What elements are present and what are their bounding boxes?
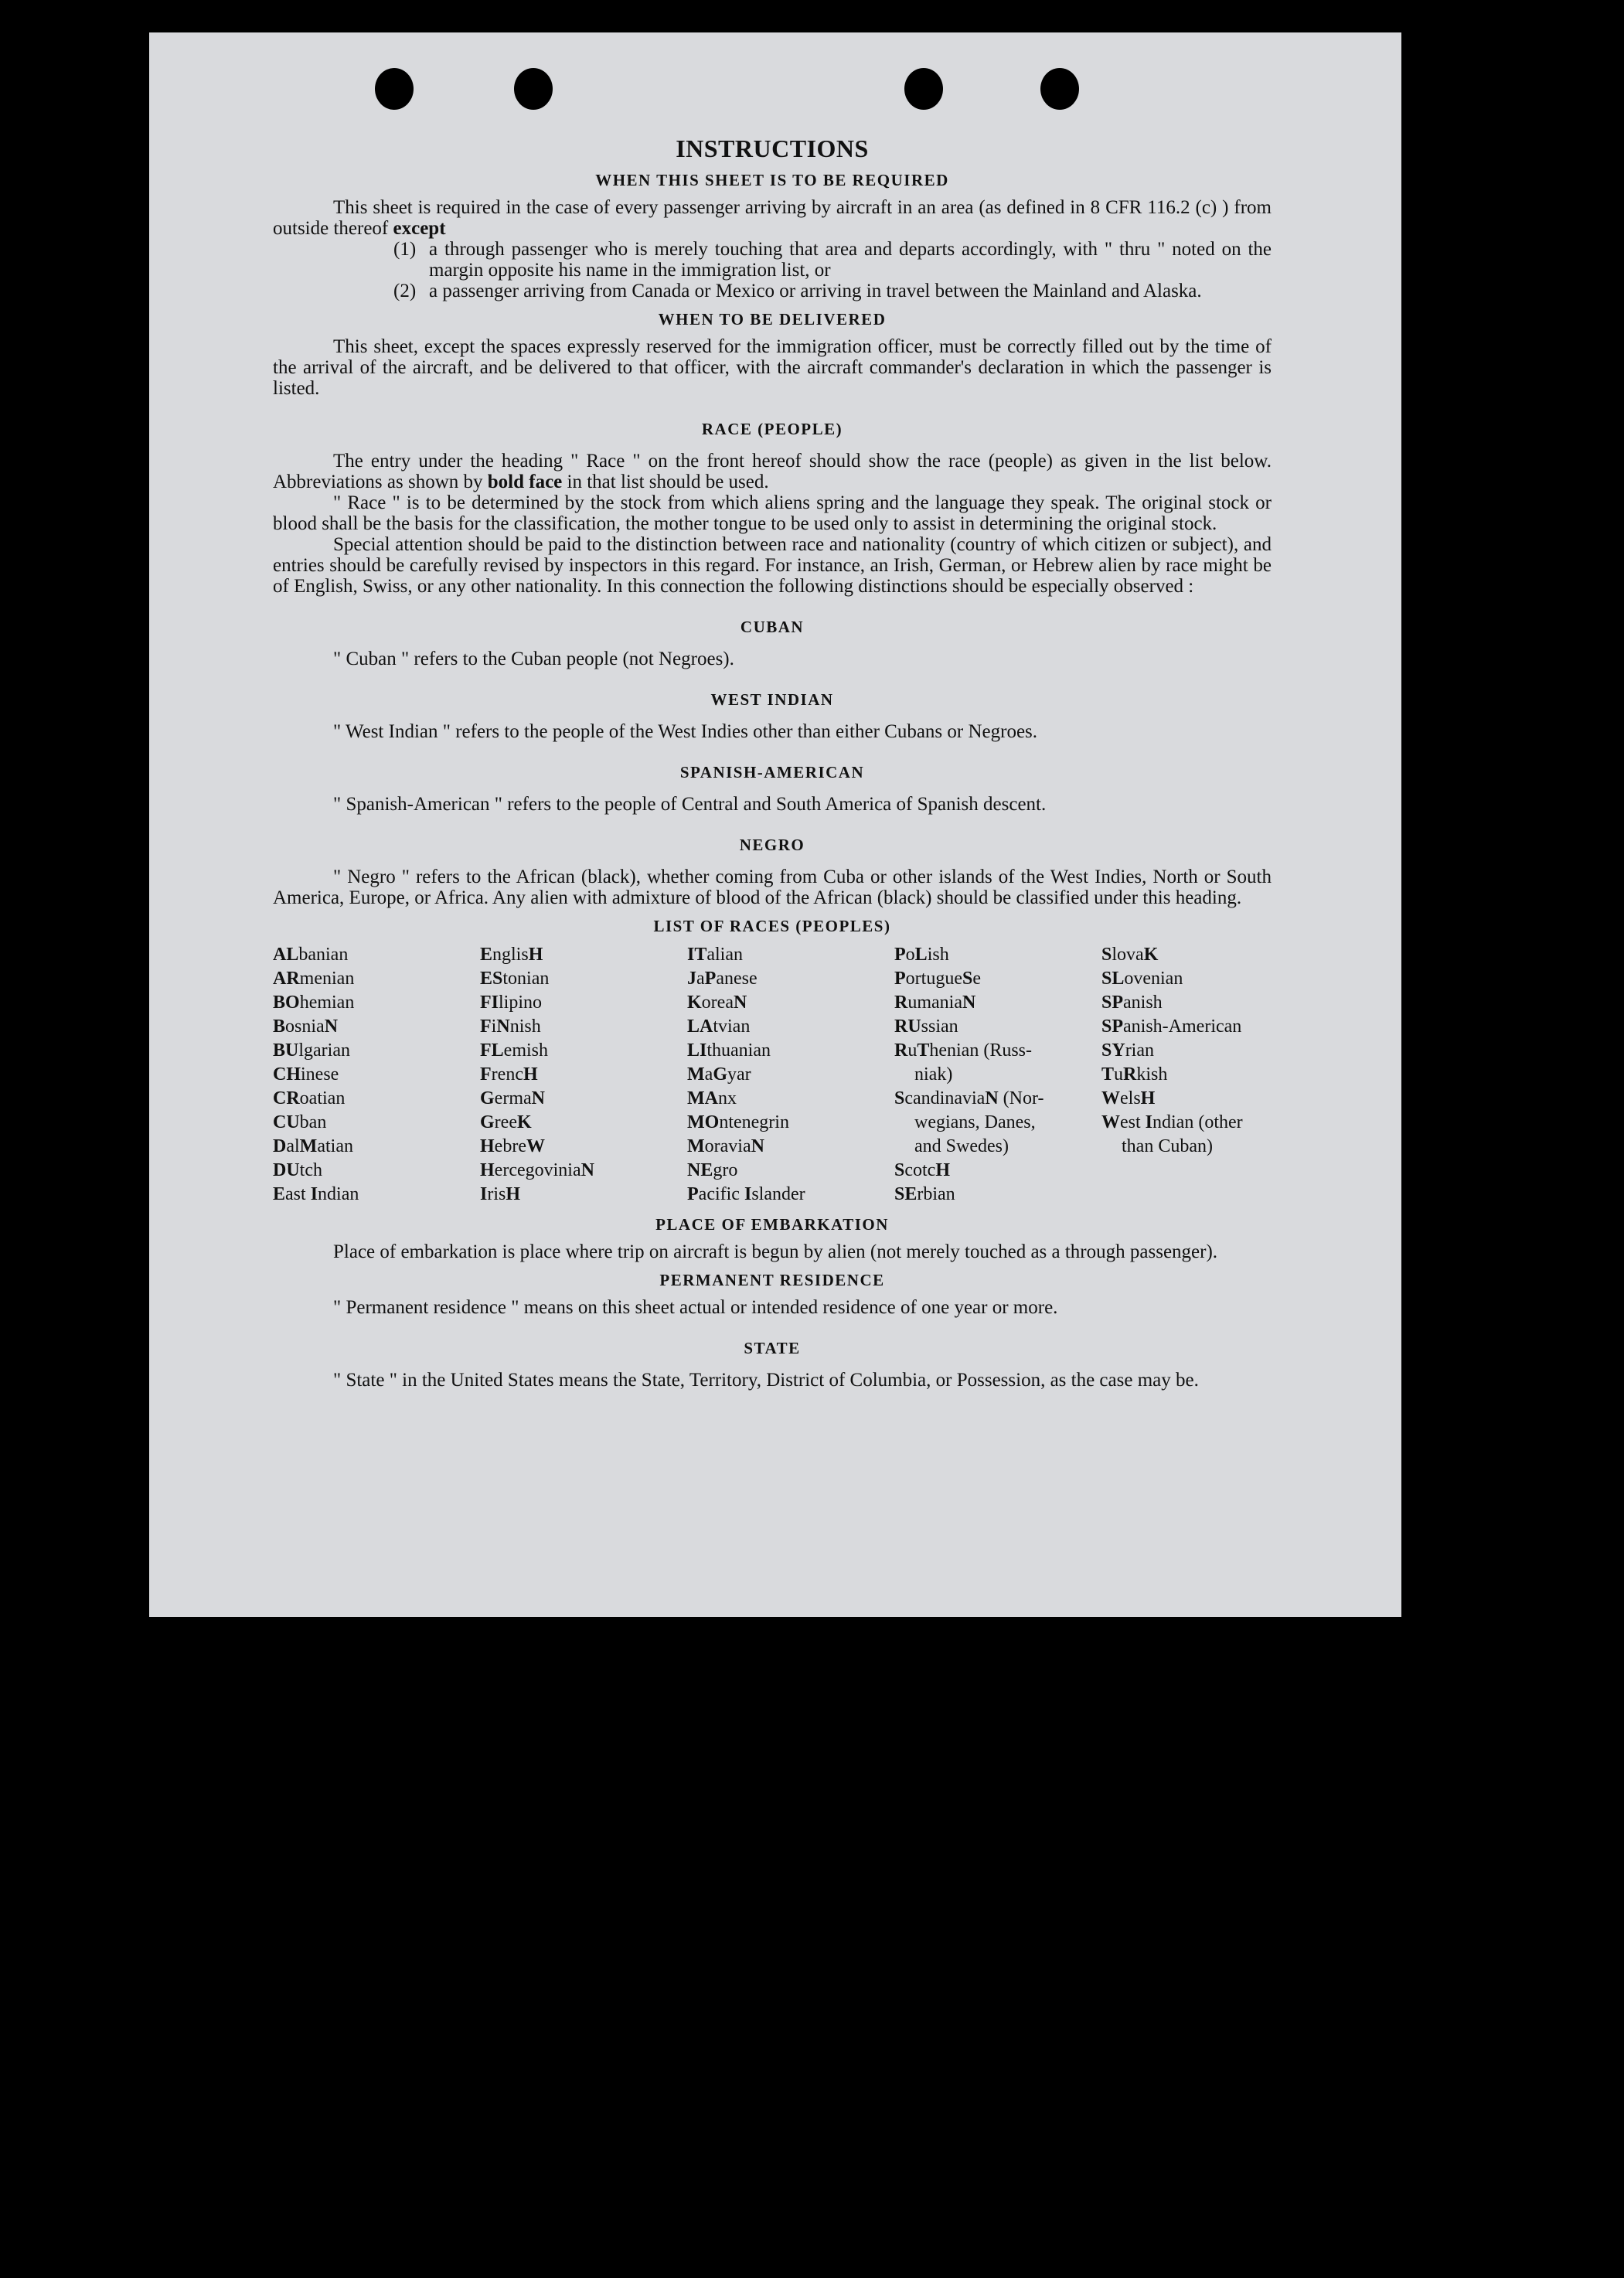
race-text: thuanian	[706, 1040, 771, 1061]
negro-text: " Negro " refers to the African (black), whether coming from Cuba or other islands of the West Indies, North or South America, Europe, or Africa. Any alien with admixture of blood of the African (black) should be classified under this heading.	[273, 867, 1272, 908]
race-text: rbian	[917, 1184, 955, 1204]
race-entry	[894, 1135, 1101, 1159]
race-entry	[1101, 1111, 1279, 1135]
race-abbrev: M	[299, 1136, 318, 1156]
race-text: ris	[487, 1184, 506, 1204]
race-text: hemian	[299, 993, 355, 1013]
race-entry	[894, 943, 1101, 967]
race-abbrev: I	[744, 1184, 752, 1204]
race-entry	[894, 1111, 1101, 1135]
race-entry	[894, 1015, 1101, 1039]
race-abbrev: CH	[273, 1064, 301, 1085]
race-text: anish-American	[1123, 1016, 1242, 1037]
race-p1-end: in that list should be used.	[562, 472, 769, 492]
race-entry	[687, 1111, 894, 1135]
race-text: menian	[299, 969, 355, 989]
section-heading-negro: NEGRO	[739, 836, 805, 854]
section-heading-race: RACE (PEOPLE)	[701, 420, 843, 438]
instructions-content	[273, 135, 1272, 1391]
race-entry	[273, 1087, 480, 1111]
race-text: oatian	[299, 1088, 346, 1108]
race-text: (Nor-	[998, 1088, 1044, 1108]
race-abbrev: D	[273, 1136, 287, 1156]
race-entry	[480, 1063, 687, 1087]
race-text: orea	[701, 993, 734, 1013]
race-entry	[687, 1063, 894, 1087]
race-entry	[480, 1135, 687, 1159]
race-text: ast	[285, 1184, 311, 1204]
race-abbrev: I	[310, 1184, 318, 1204]
punch-hole	[904, 68, 943, 110]
race-abbrev: AR	[273, 969, 300, 989]
race-text: ndian	[318, 1184, 359, 1204]
race-abbrev: N	[751, 1136, 764, 1156]
race-abbrev: M	[687, 1136, 705, 1156]
cuban-text: " Cuban " refers to the Cuban people (not Negroes).	[333, 649, 734, 669]
race-abbrev: G	[480, 1112, 495, 1132]
race-text: nish	[509, 1016, 541, 1037]
race-entry	[273, 1159, 480, 1183]
item-text: a through passenger who is merely touching that area and departs accordingly, with " thru " noted on the margin opposite his name in the immigration list, or	[429, 239, 1272, 281]
race-abbrev: N	[580, 1160, 594, 1180]
race-abbrev: R	[894, 1040, 908, 1061]
page-title: INSTRUCTIONS	[676, 135, 869, 162]
races-column	[687, 943, 894, 1207]
document-page	[149, 32, 1401, 1617]
race-abbrev: W	[1101, 1112, 1120, 1132]
race-text: al	[286, 1136, 300, 1156]
race-abbrev: P	[704, 969, 717, 989]
except-keyword: except	[393, 218, 446, 239]
race-text: ree	[494, 1112, 517, 1132]
race-text: lova	[1112, 945, 1144, 965]
race-entry	[480, 1015, 687, 1039]
race-text: emish	[503, 1040, 548, 1061]
race-text: ban	[299, 1112, 327, 1132]
race-entry	[687, 1015, 894, 1039]
race-abbrev: H	[480, 1160, 495, 1180]
race-text: banian	[298, 945, 349, 965]
race-entry	[687, 1159, 894, 1183]
item-number: (1)	[393, 239, 417, 260]
race-entry	[480, 1087, 687, 1111]
race-entry	[1101, 967, 1279, 991]
race-abbrev: N	[531, 1088, 545, 1108]
race-p1-text: The entry under the heading " Race " on the front hereof should show the race (people) as given in the list below. Abbreviations as shown by	[273, 451, 1272, 492]
race-text: kish	[1136, 1064, 1168, 1085]
race-abbrev: LI	[687, 1040, 707, 1061]
race-text: wegians, Danes,	[914, 1112, 1036, 1132]
race-text: slander	[751, 1184, 805, 1204]
races-column	[894, 943, 1101, 1207]
race-abbrev: P	[894, 969, 906, 989]
race-abbrev: H	[935, 1160, 951, 1180]
race-abbrev: SP	[1101, 1016, 1124, 1037]
race-text: yar	[727, 1064, 751, 1085]
race-text: and Swedes)	[914, 1136, 1009, 1156]
race-entry	[480, 1159, 687, 1183]
race-text: umania	[907, 993, 962, 1013]
race-abbrev: F	[480, 1016, 492, 1037]
race-text: tch	[299, 1160, 322, 1180]
race-entry	[1101, 991, 1279, 1015]
race-text: inese	[301, 1064, 339, 1085]
race-text: u	[1114, 1064, 1124, 1085]
item-number: (2)	[393, 281, 417, 301]
race-entry	[894, 1039, 1101, 1063]
race-text: atian	[317, 1136, 353, 1156]
races-column	[1101, 943, 1279, 1207]
race-entry	[1101, 1015, 1279, 1039]
race-text: renc	[491, 1064, 523, 1085]
race-entry	[480, 1039, 687, 1063]
permanent-residence-text: " Permanent residence " means on this sheet actual or intended residence of one year or more.	[333, 1297, 1058, 1318]
section-heading-permanent-residence: PERMANENT RESIDENCE	[659, 1271, 885, 1289]
race-abbrev: BO	[273, 993, 300, 1013]
section-heading-spanish-american: SPANISH-AMERICAN	[679, 763, 865, 781]
race-abbrev: E	[273, 1184, 286, 1204]
race-text: than Cuban)	[1122, 1136, 1213, 1156]
race-entry	[273, 1015, 480, 1039]
race-entry	[273, 1135, 480, 1159]
race-text: osnia	[285, 1016, 325, 1037]
race-text: lipino	[499, 993, 543, 1013]
race-abbrev: SL	[1101, 969, 1125, 989]
race-text: lgarian	[298, 1040, 350, 1061]
race-abbrev: DU	[273, 1160, 300, 1180]
race-abbrev: H	[480, 1136, 495, 1156]
race-text: rian	[1125, 1040, 1154, 1061]
race-abbrev: T	[1101, 1064, 1115, 1085]
race-abbrev: ES	[480, 969, 503, 989]
race-abbrev: M	[687, 1064, 705, 1085]
race-entry	[273, 943, 480, 967]
race-text: oravia	[704, 1136, 751, 1156]
race-abbrev: K	[1143, 945, 1159, 965]
race-entry	[687, 1135, 894, 1159]
race-text: henian (Russ-	[929, 1040, 1033, 1061]
race-abbrev: N	[733, 993, 747, 1013]
race-abbrev: FI	[480, 993, 499, 1013]
race-abbrev: LA	[687, 1016, 713, 1037]
race-text: ercegovinia	[494, 1160, 581, 1180]
race-abbrev: N	[324, 1016, 339, 1037]
race-text: acific	[698, 1184, 744, 1204]
races-list	[273, 943, 1272, 1207]
race-abbrev: CU	[273, 1112, 300, 1132]
race-entry	[687, 991, 894, 1015]
race-abbrev: N	[985, 1088, 999, 1108]
race-abbrev: P	[687, 1184, 699, 1204]
race-text: tvian	[713, 1016, 751, 1037]
race-abbrev: SY	[1101, 1040, 1125, 1061]
place-of-embarkation-text: Place of embarkation is place where trip on aircraft is begun by alien (not merely touched as a through passenger).	[333, 1241, 1218, 1262]
race-abbrev: S	[962, 969, 973, 989]
race-abbrev: H	[1140, 1088, 1156, 1108]
race-abbrev: H	[528, 945, 543, 965]
race-abbrev: W	[526, 1136, 545, 1156]
race-text: i	[491, 1016, 497, 1037]
race-entry	[894, 1063, 1101, 1087]
race-entry	[894, 1159, 1101, 1183]
race-text: ovenian	[1124, 969, 1183, 989]
race-entry	[273, 991, 480, 1015]
section-heading-when-required: WHEN THIS SHEET IS TO BE REQUIRED	[595, 171, 949, 189]
race-entry	[894, 1183, 1101, 1207]
race-abbrev: AL	[273, 945, 299, 965]
race-entry	[687, 1183, 894, 1207]
race-abbrev: MO	[687, 1112, 720, 1132]
section-heading-cuban: CUBAN	[740, 618, 805, 636]
race-entry	[1101, 1039, 1279, 1063]
race-text: nglis	[492, 945, 529, 965]
race-abbrev: SE	[894, 1184, 918, 1204]
race-abbrev: CR	[273, 1088, 300, 1108]
section-heading-state: STATE	[744, 1339, 801, 1357]
spanish-american-text: " Spanish-American " refers to the people of Central and South America of Spanish descent.	[333, 794, 1047, 815]
race-text: alian	[706, 945, 743, 965]
race-abbrev: P	[894, 945, 906, 965]
bold-face-text: bold face	[487, 472, 563, 492]
race-entry	[1101, 1135, 1279, 1159]
item-text: a passenger arriving from Canada or Mexico or arriving in travel between the Mainland and Alaska.	[429, 281, 1202, 301]
race-abbrev: NE	[687, 1160, 713, 1180]
intro-text: This sheet is required in the case of every passenger arriving by aircraft in an area (as defined in 8 CFR 116.2 (c) ) from outside thereof	[273, 197, 1272, 239]
race-abbrev: N	[962, 993, 976, 1013]
section-heading-when-delivered: WHEN TO BE DELIVERED	[658, 310, 887, 329]
race-entry	[687, 1039, 894, 1063]
west-indian-text: " West Indian " refers to the people of the West Indies other than either Cubans or Negroes.	[333, 721, 1038, 742]
race-text: nx	[717, 1088, 737, 1108]
race-entry	[480, 991, 687, 1015]
race-text: ssian	[921, 1016, 958, 1037]
race-abbrev: G	[713, 1064, 727, 1085]
race-text: ndian (other	[1152, 1112, 1243, 1132]
race-abbrev: H	[523, 1064, 538, 1085]
race-abbrev: BU	[273, 1040, 299, 1061]
race-entry	[1101, 943, 1279, 967]
race-text: anish	[1123, 993, 1163, 1013]
race-text: erma	[494, 1088, 532, 1108]
state-text: " State " in the United States means the State, Territory, District of Columbia, or Possession, as the case may be.	[333, 1370, 1199, 1391]
race-text: candinavia	[904, 1088, 986, 1108]
race-text: gro	[713, 1160, 738, 1180]
race-abbrev: I	[1145, 1112, 1153, 1132]
race-abbrev: SP	[1101, 993, 1124, 1013]
race-text: o	[905, 945, 915, 965]
section-heading-west-indian: WEST INDIAN	[710, 690, 834, 709]
race-entry	[894, 967, 1101, 991]
race-text: ortugue	[905, 969, 962, 989]
race-text: anese	[716, 969, 758, 989]
race-entry	[480, 1183, 687, 1207]
race-abbrev: K	[687, 993, 702, 1013]
when-delivered-text: This sheet, except the spaces expressly reserved for the immigration officer, must be correctly filled out by the time of the arrival of the aircraft, and be delivered to that officer, with the aircraft commander's declaration in which the passenger is listed.	[273, 336, 1272, 399]
section-heading-list-of-races: LIST OF RACES (PEOPLES)	[653, 917, 891, 935]
race-abbrev: R	[894, 993, 908, 1013]
race-abbrev: W	[1101, 1088, 1120, 1108]
race-entry	[687, 943, 894, 967]
race-abbrev: S	[1101, 945, 1112, 965]
race-text: a	[704, 1064, 713, 1085]
race-text: cotc	[904, 1160, 936, 1180]
race-entry	[480, 943, 687, 967]
race-entry	[273, 1039, 480, 1063]
race-abbrev: MA	[687, 1088, 718, 1108]
race-entry	[687, 1087, 894, 1111]
race-entry	[480, 967, 687, 991]
section-heading-place-of-embarkation: PLACE OF EMBARKATION	[655, 1215, 889, 1234]
race-abbrev: I	[480, 1184, 488, 1204]
race-abbrev: G	[480, 1088, 495, 1108]
race-entry	[480, 1111, 687, 1135]
race-abbrev: S	[894, 1088, 905, 1108]
race-entry	[1101, 1063, 1279, 1087]
race-text: ebre	[494, 1136, 526, 1156]
race-entry	[273, 967, 480, 991]
race-entry	[273, 1111, 480, 1135]
race-text: ntenegrin	[719, 1112, 789, 1132]
race-abbrev: S	[894, 1160, 905, 1180]
race-abbrev: RU	[894, 1016, 921, 1037]
race-abbrev: FL	[480, 1040, 504, 1061]
races-column	[273, 943, 480, 1207]
exceptions-list	[273, 239, 1272, 301]
race-abbrev: J	[687, 969, 696, 989]
race-text: est	[1120, 1112, 1146, 1132]
race-entry	[894, 1087, 1101, 1111]
races-column	[480, 943, 687, 1207]
punch-hole	[375, 68, 414, 110]
race-entry	[273, 1183, 480, 1207]
exception-item	[393, 239, 1272, 281]
race-abbrev: K	[516, 1112, 532, 1132]
race-text: els	[1120, 1088, 1141, 1108]
race-text: a	[696, 969, 705, 989]
race-text: u	[907, 1040, 918, 1061]
race-abbrev: N	[496, 1016, 510, 1037]
race-abbrev: B	[273, 1016, 286, 1037]
race-text: tonian	[502, 969, 550, 989]
race-abbrev: L	[914, 945, 928, 965]
race-paragraph-1	[273, 451, 1272, 492]
when-required-intro	[273, 197, 1272, 239]
punch-hole	[514, 68, 553, 110]
race-abbrev: E	[480, 945, 493, 965]
race-paragraph-3: Special attention should be paid to the distinction between race and nationality (country of which citizen or subject), and entries should be carefully revised by inspectors in this regard. For instance, an Irish, German, or Hebrew alien by race might be of English, Swiss, or any other nationality. In this connection the following distinctions should be especially observed :	[273, 534, 1272, 597]
race-text: e	[972, 969, 981, 989]
race-entry	[894, 991, 1101, 1015]
race-abbrev: T	[917, 1040, 930, 1061]
race-abbrev: H	[506, 1184, 521, 1204]
race-entry	[1101, 1087, 1279, 1111]
exception-item	[393, 281, 1272, 301]
race-abbrev: IT	[687, 945, 707, 965]
race-text: niak)	[914, 1064, 953, 1085]
race-paragraph-2: " Race " is to be determined by the stock from which aliens spring and the language they speak. The original stock or blood shall be the basis for the classification, the mother tongue to be used only to assist in determining the original stock.	[273, 492, 1272, 534]
race-entry	[687, 967, 894, 991]
race-abbrev: R	[1123, 1064, 1137, 1085]
race-abbrev: F	[480, 1064, 492, 1085]
race-entry	[273, 1063, 480, 1087]
race-text: ish	[927, 945, 949, 965]
punch-hole	[1040, 68, 1079, 110]
